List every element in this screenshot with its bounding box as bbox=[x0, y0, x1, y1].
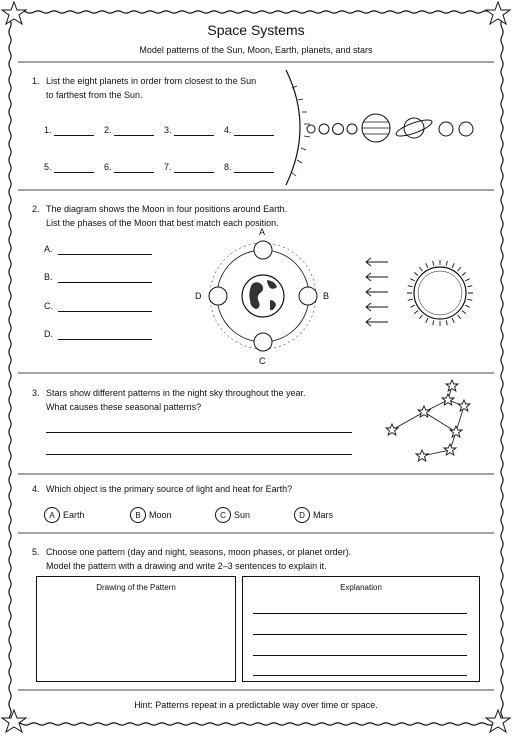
phase-answer-line[interactable] bbox=[58, 339, 152, 340]
planet-answer-line[interactable] bbox=[234, 172, 274, 173]
explanation-line[interactable] bbox=[253, 613, 467, 614]
question-text: Choose one pattern (day and night, seasons, moon phases, or planet order). bbox=[46, 547, 352, 557]
planet-blank-label: 7. bbox=[164, 162, 172, 172]
question-number: 5. bbox=[32, 547, 40, 557]
moon-orbit-diagram bbox=[190, 222, 340, 372]
moon-position-b bbox=[299, 287, 317, 305]
choice-b[interactable] bbox=[130, 507, 172, 523]
sunlight-illustration bbox=[356, 250, 496, 340]
choice-letter: C bbox=[215, 507, 231, 523]
question-text: What causes these seasonal patterns? bbox=[46, 402, 202, 412]
choice-letter: A bbox=[44, 507, 60, 523]
answer-line[interactable] bbox=[46, 454, 352, 455]
neptune-icon bbox=[459, 122, 473, 136]
explanation-box[interactable] bbox=[242, 576, 480, 682]
mercury-icon bbox=[307, 125, 315, 133]
question-text: The diagram shows the Moon in four positions around Earth. bbox=[46, 204, 288, 214]
corner-star-icon bbox=[2, 2, 26, 24]
drawing-box[interactable] bbox=[36, 576, 236, 682]
choice-c[interactable] bbox=[215, 507, 250, 523]
hint-text: Hint: Patterns repeat in a predictable way over time or space. bbox=[134, 700, 378, 710]
sun-icon bbox=[407, 260, 473, 326]
question-text: List the phases of the Moon that best match each position. bbox=[46, 218, 279, 228]
position-label-d: D bbox=[195, 291, 202, 301]
constellation-lines bbox=[392, 386, 464, 456]
planet-answer-line[interactable] bbox=[54, 172, 94, 173]
phase-blank-label: A. bbox=[44, 244, 53, 254]
question-number: 2. bbox=[32, 204, 40, 214]
explanation-line[interactable] bbox=[253, 634, 467, 635]
choice-label: Moon bbox=[149, 510, 172, 520]
page-subtitle: Model patterns of the Sun, Moon, Earth, planets, and stars bbox=[139, 45, 373, 55]
moon-position-c bbox=[254, 333, 272, 351]
planet-blank-label: 8. bbox=[224, 162, 232, 172]
phase-answer-line[interactable] bbox=[58, 311, 152, 312]
corner-star-icon bbox=[486, 2, 510, 24]
question-text: to farthest from the Sun. bbox=[46, 90, 143, 100]
venus-icon bbox=[319, 124, 329, 134]
jupiter-icon bbox=[362, 114, 390, 142]
choice-label: Sun bbox=[234, 510, 251, 520]
choice-letter: B bbox=[130, 507, 146, 523]
sunlight-arrow-icon bbox=[366, 258, 388, 326]
saturn-icon bbox=[394, 117, 433, 139]
phase-blank-label: C. bbox=[44, 301, 53, 311]
star-icon bbox=[386, 380, 470, 461]
moon-position-d bbox=[209, 287, 227, 305]
question-number: 1. bbox=[32, 76, 40, 86]
corner-star-icon bbox=[486, 710, 510, 732]
choice-label: Mars bbox=[313, 510, 333, 520]
choice-d[interactable] bbox=[294, 507, 333, 523]
planet-answer-line[interactable] bbox=[114, 172, 154, 173]
planet-answer-line[interactable] bbox=[234, 135, 274, 136]
planet-blank-label: 5. bbox=[44, 162, 52, 172]
moon-position-a bbox=[254, 241, 272, 259]
planet-blank-label: 1. bbox=[44, 125, 52, 135]
question-text: Stars show different patterns in the night sky throughout the year. bbox=[46, 388, 306, 398]
earth-icon bbox=[333, 124, 344, 135]
planet-blank-label: 2. bbox=[104, 125, 112, 135]
planet-blank-label: 6. bbox=[104, 162, 112, 172]
choice-letter: D bbox=[294, 507, 310, 523]
uranus-icon bbox=[439, 122, 453, 136]
phase-answer-line[interactable] bbox=[58, 282, 152, 283]
planet-blank-label: 4. bbox=[224, 125, 232, 135]
planet-answer-line[interactable] bbox=[174, 172, 214, 173]
mars-icon bbox=[347, 124, 357, 134]
earth-globe-icon bbox=[242, 275, 284, 317]
corner-star-icon bbox=[2, 710, 26, 732]
answer-line[interactable] bbox=[46, 432, 352, 433]
choice-a[interactable] bbox=[44, 507, 85, 523]
constellation-illustration bbox=[376, 376, 494, 464]
planet-blank-label: 3. bbox=[164, 125, 172, 135]
phase-answer-line[interactable] bbox=[58, 254, 152, 255]
planet-answer-line[interactable] bbox=[174, 135, 214, 136]
explanation-line[interactable] bbox=[253, 655, 467, 656]
question-number: 3. bbox=[32, 388, 40, 398]
planet-answer-line[interactable] bbox=[114, 135, 154, 136]
planet-answer-line[interactable] bbox=[54, 135, 94, 136]
position-label-a: A bbox=[259, 227, 266, 237]
position-label-b: B bbox=[323, 291, 330, 301]
question-text: List the eight planets in order from closest to the Sun bbox=[46, 76, 257, 86]
explanation-line[interactable] bbox=[253, 675, 467, 676]
phase-blank-label: D. bbox=[44, 329, 53, 339]
drawing-box-title: Drawing of the Pattern bbox=[96, 583, 176, 592]
question-number: 4. bbox=[32, 484, 40, 494]
choice-label: Earth bbox=[63, 510, 85, 520]
solar-system-illustration bbox=[280, 70, 495, 185]
question-text: Which object is the primary source of light and heat for Earth? bbox=[46, 484, 293, 494]
phase-blank-label: B. bbox=[44, 272, 53, 282]
position-label-c: C bbox=[259, 356, 266, 366]
question-text: Model the pattern with a drawing and write 2–3 sentences to explain it. bbox=[46, 561, 327, 571]
explanation-box-title: Explanation bbox=[340, 583, 382, 592]
page-title: Space Systems bbox=[207, 22, 305, 38]
